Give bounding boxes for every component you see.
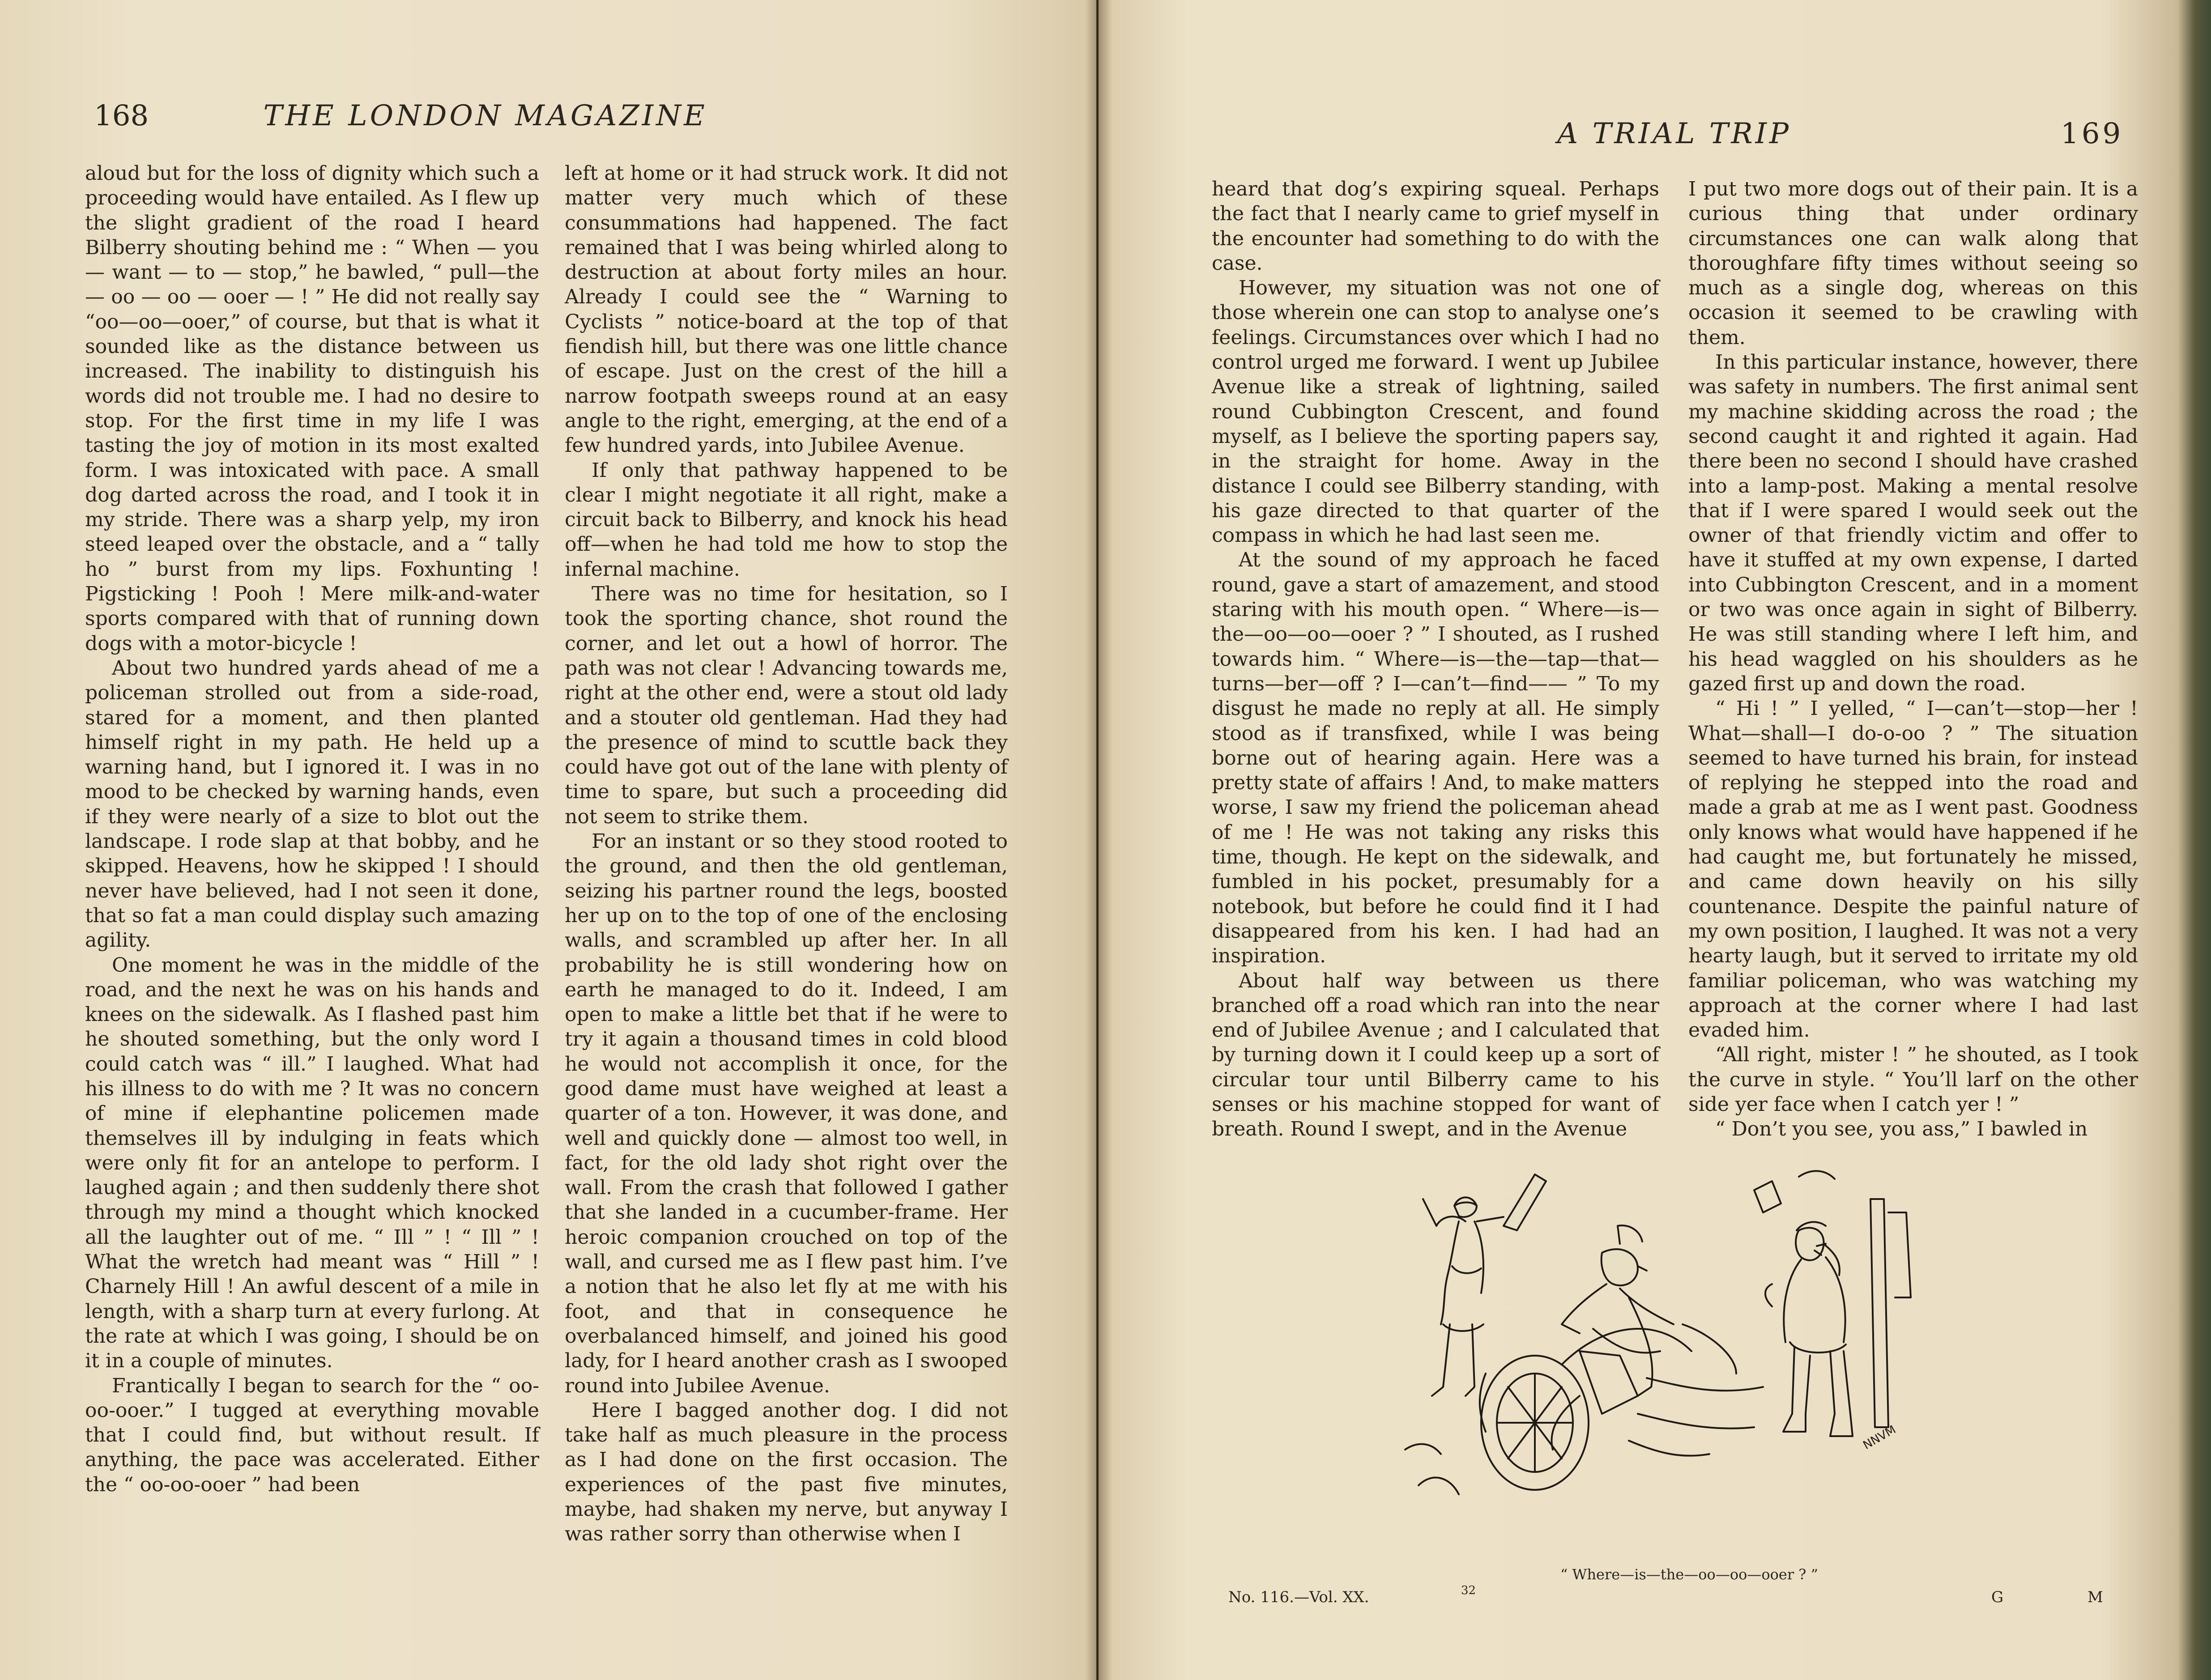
paragraph: “ Don’t you see, you ass,” I bawled in <box>1715 1118 2088 1141</box>
paragraph: “All right, mister ! ” he shouted, as I took the curve in style. “ You’ll larf on the other side yer face when I catch yer ! ” <box>1688 1043 2138 1116</box>
left-page-number: 168 <box>94 99 149 132</box>
paragraph: In this particular instance, however, there was safety in numbers. The first animal sent my machine skidding across the road ; the second caught it and righted it again. Had there been no second I should have crashed into a lamp-post. Making a mental resolve that if I were spared I would seek out the owner of that friendly victim and offer to have it stuffed at my own expense, I darted into Cubbington Crescent, and in a moment or two was once again in sight of Bilberry. He was still standing where I left him, and his head waggled on his shoulders as he gazed first up and down the road. <box>1688 351 2138 695</box>
illustration-motorcycle-chase <box>1369 1163 1960 1557</box>
paragraph: At the sound of my approach he faced round, gave a start of amazement, and stood staring with his mouth open. “ Where—is—the—oo—oo—ooer ? ” I shouted, as I rushed towards him. “ Where—is—the—tap—that—turns—ber—off ? I—can’t—find—— ” To my disgust he made no reply at all. He simply stood as if transfixed, while I was being borne out of hearing again. Here was a pretty state of affairs ! And, to make matters worse, I saw my friend the policeman ahead of me ! He was not taking any risks this time, though. He kept on the sidewalk, and fumbled in his pocket, presumably for a notebook, but before he could find it I had disappeared from his ken. I had had an inspiration. <box>1212 549 1659 968</box>
paragraph: Frantically I began to search for the “ oo-oo-ooer.” I tugged at everything movable that I could find, but without result. If anything, the pace was accelerated. Either the “ oo-oo-ooer ” had been <box>85 1374 539 1496</box>
issue-footer: No. 116.—Vol. XX. <box>1228 1588 1369 1606</box>
left-running-head <box>94 99 1034 140</box>
paragraph: left at home or it had struck work. It did not matter very much which of these consummations had happened. The fact remained that I was being whirled along to destruction at about forty miles an hour. Already I could see the “ Warning to Cyclists ” notice-board at the top of that fiendish hill, but there was one little chance of escape. Just on the crest of the hill a narrow footpath sweeps round at an easy angle to the right, emerging, at the end of a few hundred yards, into Jubilee Avenue. <box>565 162 1008 457</box>
right-column-1 <box>1212 177 1659 1142</box>
paragraph: About two hundred yards ahead of me a policeman strolled out from a side-road, stared for a moment, and then planted himself right in my path. He held up a warning hand, but I ignored it. I was in no mood to be checked by warning hands, even if they were nearly of a size to blot out the landscape. I rode slap at that bobby, and he skipped. Heavens, how he skipped ! I should never have believed, had I not seen it done, that so fat a man could display such amazing agility. <box>85 656 539 952</box>
footer-letter-m: M <box>2087 1588 2103 1606</box>
paragraph: aloud but for the loss of dignity which such a proceeding would have entailed. As I flew up the slight gradient of the road I heard Bilberry shouting behind me : “ When — you — want — to — stop,” he bawled, “ pull—the — oo — oo — ooer — ! ” He did not really say “oo—oo—ooer,” of course, but that is what it sounded like as the distance between us increased. The inability to distinguish his words did not trouble me. I had no desire to stop. For the first time in my life I was tasting the joy of motion in its most exalted form. I was intoxicated with pace. A small dog darted across the road, and I took it in my stride. There was a sharp yelp, my iron steed leaped over the obstacle, and a “ tally ho ” burst from my lips. Foxhunting ! Pigsticking ! Pooh ! Mere milk-and-water sports compared with that of running down dogs with a motor-bicycle ! <box>85 162 539 655</box>
paragraph: I put two more dogs out of their pain. It is a curious thing that under ordinary circumstances one can walk along that thoroughfare fifty times without seeing so much as a single dog, whereas on this occasion it seemed to be crawling with them. <box>1688 178 2138 349</box>
paragraph: “ Hi ! ” I yelled, “ I—can’t—stop—her ! What—shall—I do-o-oo ? ” The situation seemed to have turned his brain, for instead of replying he stepped into the road and made a grab at me as I went past. Goodness only knows what would have happened if he had caught me, but fortunately he missed, and came down heavily on his silly countenance. Despite the painful nature of my own position, I laughed. It was not a very hearty laugh, but it served to irritate my old familiar policeman, who was watching my approach at the corner where I had last evaded him. <box>1688 697 2138 1042</box>
paragraph: There was no time for hesitation, so I took the sporting chance, shot round the corner, and let out a howl of horror. The path was not clear ! Advancing towards me, right at the other end, were a stout old lady and a stouter old gentleman. Had they had the presence of mind to scuttle back they could have got out of the lane with plenty of time to spare, but such a proceeding did not seem to strike them. <box>565 583 1008 828</box>
artist-signature: NNVM <box>1861 1423 1899 1453</box>
bystander-figure <box>1754 1171 1911 1436</box>
policeman-figure <box>1423 1174 1546 1396</box>
paragraph: heard that dog’s expiring squeal. Perhaps the fact that I nearly came to grief myself in the encounter had something to do with the case. <box>1212 178 1659 275</box>
right-page-number: 169 <box>2061 117 2124 150</box>
signature-mark: 32 <box>1461 1584 1476 1597</box>
right-column-2 <box>1688 177 2138 1142</box>
paragraph: About half way between us there branched off a road which ran into the near end of Jubilee Avenue ; and I calculated that by turning down it I could keep up a sort of circular tour until Bilberry came to his senses or his machine stopped for want of breath. Round I swept, and in the Avenue <box>1212 969 1659 1141</box>
footer-letter-g: G <box>1991 1588 2004 1606</box>
motorcyclist-figure <box>1405 1225 1763 1494</box>
left-magazine-title: THE LONDON MAGAZINE <box>263 99 707 132</box>
left-column-2 <box>565 161 1008 1547</box>
book-gutter <box>1085 0 1112 1680</box>
paragraph: If only that pathway happened to be clear I might negotiate it all right, make a circuit back to Bilberry, and knock his head off—when he had told me how to stop the infernal machine. <box>565 459 1008 581</box>
paragraph: Here I bagged another dog. I did not take half as much pleasure in the process as I had done on the first occasion. The experiences of the past five minutes, maybe, had shaken my nerve, but anyway I was rather sorry than otherwise when I <box>565 1399 1008 1546</box>
paragraph: However, my situation was not one of those wherein one can stop to analyse one’s feelings. Circumstances over which I had no control urged me forward. I went up Jubilee Avenue like a streak of lightning, sailed round Cubbington Crescent, and found myself, as I believe the sporting papers say, in the straight for home. Away in the distance I could see Bilberry standing, with his gaze directed to that quarter of the compass in which he had last seen me. <box>1212 276 1659 547</box>
left-column-1 <box>85 161 539 1497</box>
paragraph: One moment he was in the middle of the road, and the next he was on his hands and knees on the sidewalk. As I flashed past him he shouted something, but the only word I could catch was “ ill.” I laughed. What had his illness to do with me ? It was no concern of mine if elephantine policemen made themselves ill by indulging in feats which were only fit for an antelope to perform. I laughed again ; and then suddenly there shot through my mind a thought which knocked all the laughter out of me. “ Ill ” ! “ Ill ” ! What the wretch had meant was “ Hill ” ! Charnely Hill ! An awful descent of a mile in length, with a sharp turn at every furlong. At the rate at which I was going, I should be on it in a couple of minutes. <box>85 953 539 1373</box>
right-running-head: A TRIAL TRIP <box>1557 117 1791 150</box>
left-page <box>0 0 1096 1680</box>
illustration-caption: “ Where—is—the—oo—oo—ooer ? ” <box>1560 1566 1818 1583</box>
paragraph: For an instant or so they stood rooted to the ground, and then the old gentleman, seizing his partner round the legs, boosted her up on to the top of one of the enclosing walls, and scrambled up after her. In all probability he is still wondering how on earth he managed to do it. Indeed, I am open to make a little bet that if he were to try it again a thousand times in cold blood he would not accomplish it once, for the good dame must have weighed at least a quarter of a ton. However, it was done, and well and quickly done — almost too well, in fact, for the old lady shot right over the wall. From the crash that followed I gather that she landed in a cucumber-frame. Her heroic companion crouched on top of the wall, and cursed me as I flew past him. I’ve a notion that he also let fly at me with his foot, and that in consequence he overbalanced himself, and joined his good lady, for I heard another crash as I swooped round into Jubilee Avenue. <box>565 830 1008 1397</box>
